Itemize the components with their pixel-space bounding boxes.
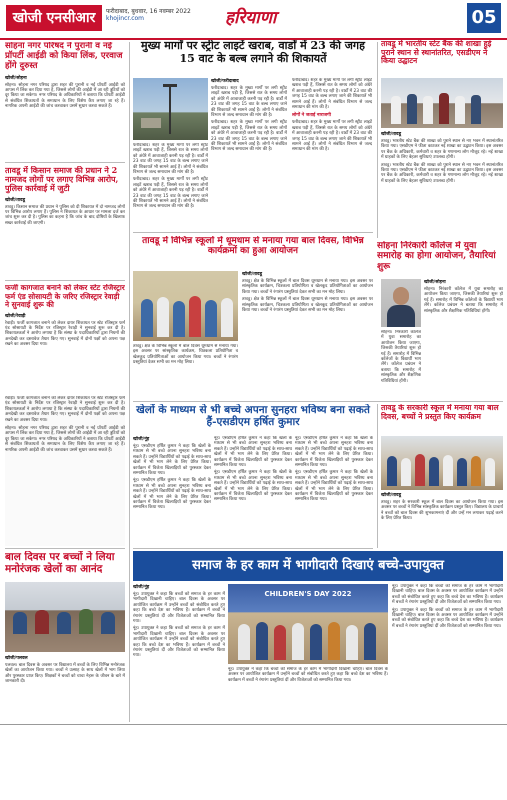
dateline	[106, 7, 226, 22]
sbi-headline-box	[381, 40, 503, 76]
headline: सोहना नगर परिषद ने पुरानी व नई प्रॉपर्टी आईडी को किया लिंक, एरवाज होंगे दुरुस्त	[5, 42, 123, 71]
khel-col3	[295, 436, 373, 546]
headline: फर्जी कागजात बनाने को लेकर स्टेट रजिस्ट्रार फर्म एंड सोसायटी के जरिए रजिस्ट्रार रेवाड़ी ने सुनवाई शुरू की	[5, 284, 125, 310]
school-event-photo	[381, 436, 503, 490]
body-text: नूंह। एसडीएम हर्षित कुमार ने कहा कि खेलों के माध्यम से भी बच्चे अपना सुनहरा भविष्य बना सकते हैं। उन्होंने विद्यार्थियों को पढ़ाई के साथ-साथ खेलों में भी भाग लेने के लिए प्रेरित किया। कार्यक्रम में विजेता खिलाड़ियों को पुरस्कार देकर सम्मानित किया गया।	[295, 436, 373, 469]
nirankari-headline-box	[377, 241, 503, 275]
body-text: नूंह। एसडीएम हर्षित कुमार ने कहा कि खेलों के माध्यम से भी बच्चे अपना सुनहरा भविष्य बना सकते हैं। उन्होंने विद्यार्थियों को पढ़ाई के साथ-साथ खेलों में भी भाग लेने के लिए प्रेरित किया। कार्यक्रम में विजेता खिलाड़ियों को पुरस्कार देकर सम्मानित किया गया।	[295, 470, 373, 503]
children-day-stage-photo	[228, 584, 388, 664]
lead-col2	[292, 78, 372, 228]
byline: खोजी/पलवल	[5, 656, 28, 661]
school-headline-box	[381, 404, 503, 434]
headline: तावडू में विभिन्न स्कूलों में धूमधाम से मनाया गया बाल दिवस, विभिन्न कार्यक्रमों का हुआ आयोजन	[142, 236, 364, 257]
site-text: khojincr.com	[106, 15, 145, 22]
story-left4-body	[5, 655, 125, 721]
khel-col1	[133, 436, 211, 546]
children-day-body	[242, 271, 373, 399]
students-photo	[133, 271, 238, 341]
body-text: नूंह। उपायुक्त ने कहा कि बच्चों को समाज के हर काम में भागीदारी दिखानी चाहिए। बाल दिवस के अवसर पर आयोजित कार्यक्रम में उन्होंने बच्चों को संबोधित करते हुए कहा कि बच्चे देश का भविष्य हैं। कार्यक्रम में बच्चों ने रंगारंग प्रस्तुतियां दीं और विजेताओं को सम्मानित किया गया।	[228, 667, 388, 683]
body-text: तावडू। भारतीय स्टेट बैंक की शाखा को पुराने स्थान से नए भवन में स्थानांतरित किया गया। एसडीएम ने फीता काटकर नई शाखा का उद्घाटन किया। इस अवसर पर बैंक के अधिकारी, कर्मचारी व शहर के गणमान्य लोग मौजूद रहे। नई शाखा में ग्राहकों के लिए बेहतर सुविधाएं उपलब्ध होंगी।	[381, 139, 503, 161]
subhead: लोगों ने जताई नाराजगी	[292, 113, 331, 119]
body-text: नूंह। एसडीएम हर्षित कुमार ने कहा कि खेलों के माध्यम से भी बच्चे अपना सुनहरा भविष्य बना सकते हैं। उन्होंने विद्यार्थियों को पढ़ाई के साथ-साथ खेलों में भी भाग लेने के लिए प्रेरित किया। कार्यक्रम में विजेता खिलाड़ियों को पुरस्कार देकर सम्मानित किया गया।	[214, 470, 292, 503]
portrait-photo	[381, 279, 421, 327]
bottom-col3	[392, 584, 503, 720]
body-text: फरीदाबाद। शहर के मुख्य मार्गों पर लगी स्ट्रीट लाइटें खराब पड़ी हैं, जिससे रात के समय लोगों को अंधेरे में आवाजाही करनी पड़ रही है। वार्डों में 23 वाट की जगह 15 वाट के बल्ब लगाए जाने की शिकायतें भी सामने आई हैं। लोगों ने संबंधित विभाग से जल्द समाधान की मांग की है।	[133, 177, 208, 210]
body-text: नूंह। उपायुक्त ने कहा कि बच्चों को समाज के हर काम में भागीदारी दिखानी चाहिए। बाल दिवस के अवसर पर आयोजित कार्यक्रम में उन्होंने बच्चों को संबोधित करते हुए कहा कि बच्चे देश का भविष्य हैं। कार्यक्रम में बच्चों ने रंगारंग प्रस्तुतियां दीं और विजेताओं को सम्मानित किया गया।	[133, 592, 225, 625]
headline: खेलों के माध्यम से भी बच्चे अपना सुनहरा भविष्य बना सकते हैं-एसडीएम हर्षित कुमार	[136, 404, 370, 429]
body-text: फरीदाबाद। शहर के मुख्य मार्गों पर लगी स्ट्रीट लाइटें खराब पड़ी हैं, जिससे रात के समय लोगों को अंधेरे में आवाजाही करनी पड़ रही है। वार्डों में 23 वाट की जगह 15 वाट के बल्ब लगाए जाने की शिकायतें भी सामने आई हैं। लोगों ने संबंधित विभाग से जल्द समाधान की मांग की है।	[211, 86, 287, 119]
story-left4-head	[5, 551, 125, 579]
body-text: फरीदाबाद। शहर के मुख्य मार्गों पर लगी स्ट्रीट लाइटें खराब पड़ी हैं, जिससे रात के समय लोगों को अंधेरे में आवाजाही करनी पड़ रही है। वार्डों में 23 वाट की जगह 15 वाट के बल्ब लगाए जाने की शिकायतें भी सामने आई हैं। लोगों ने संबंधित विभाग से जल्द समाधान की मांग की है।	[292, 78, 372, 111]
khel-col2	[214, 436, 292, 546]
lead-headline: मुख्य मार्गों पर स्ट्रीट लाइटें खराब, वार्डों में 23 की जगह 15 वाट के बल्ब लगाने की शिकायतें	[141, 40, 365, 65]
bottom-col1	[133, 584, 225, 720]
byline: खोजी/सोहना	[5, 75, 27, 81]
column-rule	[377, 404, 378, 548]
byline: खोजी/नूंह	[133, 585, 150, 590]
section-title: हरियाणा	[225, 8, 277, 28]
byline: खोजी/तावडू	[381, 493, 402, 498]
divider	[5, 280, 125, 281]
headline: बाल दिवस पर बच्चों ने लिया मनोरंजक खेलों का आनंद	[5, 551, 115, 576]
brand-logo: खोजी एनसीआर	[6, 5, 102, 31]
body-text: नूंह। एसडीएम हर्षित कुमार ने कहा कि खेलों के माध्यम से भी बच्चे अपना सुनहरा भविष्य बना सकते हैं। उन्होंने विद्यार्थियों को पढ़ाई के साथ-साथ खेलों में भी भाग लेने के लिए प्रेरित किया। कार्यक्रम में विजेता खिलाड़ियों को पुरस्कार देकर सम्मानित किया गया।	[133, 478, 211, 511]
headline: समाज के हर काम में भागीदारी दिखाएं बच्चे-उपायुक्त	[192, 558, 444, 573]
headline: तावडू में भारतीय स्टेट बैंक की शाखा हुई पुराने स्थान से स्थानांतरित, एसडीएम ने किया उद्घाटन	[381, 40, 492, 66]
stage-banner-text: CHILDREN'S DAY 2022	[264, 590, 352, 598]
body-text: सोहना। सोहना नगर परिषद द्वारा शहर की पुरानी व नई प्रॉपर्टी आईडी को आपस में लिंक कर दिया गया है, जिससे लोगों की आईडी में आ रही त्रुटियों को दूर किया जा सकेगा। नगर परिषद के अधिकारियों ने बताया कि प्रॉपर्टी आईडी से संबंधित शिकायतों के समाधान के लिए विशेष कैंप लगाए जा रहे हैं। नागरिक अपनी आईडी की जांच करवाकर उसमें सुधार करवा सकते हैं।	[5, 82, 125, 110]
body-text: तावडू। क्षेत्र के विभिन्न स्कूलों में बाल दिवस धूमधाम से मनाया गया। इस अवसर पर सांस्कृतिक कार्यक्रम, चित्रकला प्रतियोगिता व खेलकूद प्रतियोगिताओं का आयोजन किया गया। बच्चों ने रंगारंग प्रस्तुतियां देकर सभी का मन मोह लिया।	[242, 297, 373, 314]
bottom-headline-band	[133, 551, 503, 581]
byline: खोजी/फरीदाबाद	[211, 79, 239, 84]
body-text: पलवल। बाल दिवस के अवसर पर विद्यालय में बच्चों के लिए विभिन्न मनोरंजक खेलों का आयोजन किया गया। बच्चों ने उत्साह के साथ खेलों में भाग लिया और पुरस्कार प्राप्त किए। शिक्षकों ने बच्चों को चाचा नेहरू के जीवन के बारे में जानकारी दी।	[5, 663, 125, 685]
divider	[5, 162, 125, 163]
body-text: नूंह। एसडीएम हर्षित कुमार ने कहा कि खेलों के माध्यम से भी बच्चे अपना सुनहरा भविष्य बना सकते हैं। उन्होंने विद्यार्थियों को पढ़ाई के साथ-साथ खेलों में भी भाग लेने के लिए प्रेरित किया। कार्यक्रम में विजेता खिलाड़ियों को पुरस्कार देकर सम्मानित किया गया।	[214, 436, 292, 469]
body-text: नूंह। एसडीएम हर्षित कुमार ने कहा कि खेलों के माध्यम से भी बच्चे अपना सुनहरा भविष्य बना सकते हैं। उन्होंने विद्यार्थियों को पढ़ाई के साथ-साथ खेलों में भी भाग लेने के लिए प्रेरित किया। कार्यक्रम में विजेता खिलाड़ियों को पुरस्कार देकर सम्मानित किया गया।	[133, 444, 211, 477]
body-text: फरीदाबाद। शहर के मुख्य मार्गों पर लगी स्ट्रीट लाइटें खराब पड़ी हैं, जिससे रात के समय लोगों को अंधेरे में आवाजाही करनी पड़ रही है। वार्डों में 23 वाट की जगह 15 वाट के बल्ब लगाए जाने की शिकायतें भी सामने आई हैं। लोगों ने संबंधित विभाग से जल्द समाधान की मांग की है।	[292, 120, 372, 153]
body-text: नूंह। उपायुक्त ने कहा कि बच्चों को समाज के हर काम में भागीदारी दिखानी चाहिए। बाल दिवस के अवसर पर आयोजित कार्यक्रम में उन्होंने बच्चों को संबोधित करते हुए कहा कि बच्चे देश का भविष्य हैं। कार्यक्रम में बच्चों ने रंगारंग प्रस्तुतियां दीं और विजेताओं को सम्मानित किया गया।	[133, 626, 225, 659]
body-text: फरीदाबाद। शहर के मुख्य मार्गों पर लगी स्ट्रीट लाइटें खराब पड़ी हैं, जिससे रात के समय लोगों को अंधेरे में आवाजाही करनी पड़ रही है। वार्डों में 23 वाट की जगह 15 वाट के बल्ब लगाए जाने की शिकायतें भी सामने आई हैं। लोगों ने संबंधित विभाग से जल्द समाधान की मांग की है।	[211, 120, 287, 153]
nirankari-body	[424, 279, 503, 399]
byline: खोजी/तावडू	[5, 197, 26, 203]
sbi-body	[381, 131, 503, 237]
divider	[133, 548, 373, 549]
lead-col1	[211, 78, 287, 228]
classroom-photo	[5, 582, 125, 652]
masthead	[0, 0, 507, 38]
bank-inauguration-photo	[381, 78, 503, 128]
divider	[133, 401, 503, 402]
divider	[133, 232, 373, 233]
lead-headline-box	[133, 40, 373, 76]
body-text: सोहना। निरंकारी कॉलेज में युवा समारोह का आयोजन किया जाएगा, जिसकी तैयारियां शुरू हो गई हैं। समारोह में विभिन्न कॉलेजों के विद्यार्थी भाग लेंगे। कॉलेज प्रबंधन ने बताया कि समारोह में सांस्कृतिक और शैक्षणिक गतिविधियां होंगी।	[381, 330, 421, 384]
body-text: रेवाड़ी। फर्जी कागजात बनाने को लेकर दायर शिकायत पर स्टेट रजिस्ट्रार फर्म एंड सोसायटी के निर्देश पर रजिस्ट्रार रेवाड़ी ने सुनवाई शुरू कर दी है। शिकायतकर्ता ने आरोप लगाया है कि संस्था के पदाधिकारियों द्वारा नियमों की अनदेखी कर दस्तावेज तैयार किए गए। सुनवाई में दोनों पक्षों को अपना पक्ष रखने का अवसर दिया गया।	[5, 396, 125, 423]
school-body	[381, 492, 503, 548]
body-text: तावडू। क्षेत्र के विभिन्न स्कूलों में बाल दिवस धूमधाम से मनाया गया। इस अवसर पर सांस्कृतिक कार्यक्रम, चित्रकला प्रतियोगिता व खेलकूद प्रतियोगिताओं का आयोजन किया गया। बच्चों ने रंगारंग प्रस्तुतियां देकर सभी का मन मोह लिया।	[133, 344, 238, 366]
story-left1	[5, 42, 125, 160]
headline: सोहना निरंकारी कॉलेज में युवा समारोह का होगा आयोजन, तैयारियां शुरू	[377, 241, 496, 272]
footer-rule	[0, 724, 507, 725]
column-rule	[129, 42, 130, 722]
body-text: तावडू। भारतीय स्टेट बैंक की शाखा को पुराने स्थान से नए भवन में स्थानांतरित किया गया। एसडीएम ने फीता काटकर नई शाखा का उद्घाटन किया। इस अवसर पर बैंक के अधिकारी, कर्मचारी व शहर के गणमान्य लोग मौजूद रहे। नई शाखा में ग्राहकों के लिए बेहतर सुविधाएं उपलब्ध होंगी।	[381, 162, 503, 184]
khel-headline-box	[133, 404, 373, 434]
body-text: तावडू। क्षेत्र के विभिन्न स्कूलों में बाल दिवस धूमधाम से मनाया गया। इस अवसर पर सांस्कृतिक कार्यक्रम, चित्रकला प्रतियोगिता व खेलकूद प्रतियोगिताओं का आयोजन किया गया। बच्चों ने रंगारंग प्रस्तुतियां देकर सभी का मन मोह लिया।	[242, 279, 373, 295]
lead-col0	[133, 143, 208, 228]
nirankari-body2	[381, 330, 421, 399]
story-left3	[5, 284, 125, 394]
byline: खोजी/नूंह	[133, 437, 150, 442]
headline: तावडू के सरकारी स्कूल में मनाया गया बाल दिवस, बच्चों ने प्रस्तुत किए कार्यक्रम	[381, 404, 499, 421]
date-text: फरीदाबाद, बुधवार, 16 नवम्बर 2022	[106, 8, 191, 15]
children-day-body2	[133, 344, 238, 399]
byline: खोजी/तावडू	[381, 132, 402, 137]
byline: खोजी/रेवाड़ी	[5, 313, 26, 319]
headline: तावडू में किसान समाज की प्रधान ने 2 नामजद लोगों पर लगाए विभिन्न आरोप, पुलिस कार्रवाई में जुटी	[5, 166, 119, 194]
story-left2	[5, 166, 125, 278]
byline: खोजी/सोहना	[424, 280, 446, 285]
body-text: सोहना। सोहना नगर परिषद द्वारा शहर की पुरानी व नई प्रॉपर्टी आईडी को आपस में लिंक कर दिया गया है, जिससे लोगों की आईडी में आ रही त्रुटियों को दूर किया जा सकेगा। नगर परिषद के अधिकारियों ने बताया कि प्रॉपर्टी आईडी से संबंधित शिकायतों के समाधान के लिए विशेष कैंप लगाए जा रहे हैं। नागरिक अपनी आईडी की जांच करवाकर उसमें सुधार करवा सकते हैं।	[5, 426, 125, 453]
divider	[375, 238, 503, 239]
street-light-photo	[133, 78, 208, 140]
body-text: नूंह। उपायुक्त ने कहा कि बच्चों को समाज के हर काम में भागीदारी दिखानी चाहिए। बाल दिवस के अवसर पर आयोजित कार्यक्रम में उन्होंने बच्चों को संबोधित करते हुए कहा कि बच्चे देश का भविष्य हैं। कार्यक्रम में बच्चों ने रंगारंग प्रस्तुतियां दीं और विजेताओं को सम्मानित किया गया।	[392, 584, 503, 606]
page-number: 05	[467, 3, 501, 33]
column-rule	[377, 42, 378, 238]
body-text: रेवाड़ी। फर्जी कागजात बनाने को लेकर दायर शिकायत पर स्टेट रजिस्ट्रार फर्म एंड सोसायटी के निर्देश पर रजिस्ट्रार रेवाड़ी ने सुनवाई शुरू कर दी है। शिकायतकर्ता ने आरोप लगाया है कि संस्था के पदाधिकारियों द्वारा नियमों की अनदेखी कर दस्तावेज तैयार किए गए। सुनवाई में दोनों पक्षों को अपना पक्ष रखने का अवसर दिया गया।	[5, 320, 125, 348]
page-bottom-blank	[0, 726, 507, 800]
body-text: फरीदाबाद। शहर के मुख्य मार्गों पर लगी स्ट्रीट लाइटें खराब पड़ी हैं, जिससे रात के समय लोगों को अंधेरे में आवाजाही करनी पड़ रही है। वार्डों में 23 वाट की जगह 15 वाट के बल्ब लगाए जाने की शिकायतें भी सामने आई हैं। लोगों ने संबंधित विभाग से जल्द समाधान की मांग की है।	[133, 143, 208, 176]
divider	[5, 548, 125, 549]
bottom-col2	[228, 667, 388, 720]
byline: खोजी/तावडू	[242, 272, 263, 277]
body-text: तावडू। शहर के सरकारी स्कूल में बाल दिवस का आयोजन किया गया। इस अवसर पर बच्चों ने विभिन्न सांस्कृतिक कार्यक्रम प्रस्तुत किए। विद्यालय के प्राचार्य ने बच्चों को बाल दिवस की शुभकामनाएं दीं और उन्हें मन लगाकर पढ़ाई करने के लिए प्रेरित किया।	[381, 500, 503, 522]
body-text: सोहना। निरंकारी कॉलेज में युवा समारोह का आयोजन किया जाएगा, जिसकी तैयारियां शुरू हो गई हैं। समारोह में विभिन्न कॉलेजों के विद्यार्थी भाग लेंगे। कॉलेज प्रबंधन ने बताया कि समारोह में सांस्कृतिक और शैक्षणिक गतिविधियां होंगी।	[424, 287, 503, 314]
body-text: तावडू। किसान समाज की प्रधान ने पुलिस को दी शिकायत में दो नामजद लोगों पर विभिन्न आरोप लगाए हैं। पुलिस ने शिकायत के आधार पर मामला दर्ज कर जांच शुरू कर दी है। पुलिस का कहना है कि जांच के बाद दोषियों के खिलाफ सख्त कार्रवाई की जाएगी।	[5, 204, 125, 226]
body-text: नूंह। उपायुक्त ने कहा कि बच्चों को समाज के हर काम में भागीदारी दिखानी चाहिए। बाल दिवस के अवसर पर आयोजित कार्यक्रम में उन्होंने बच्चों को संबोधित करते हुए कहा कि बच्चे देश का भविष्य हैं। कार्यक्रम में बच्चों ने रंगारंग प्रस्तुतियां दीं और विजेताओं को सम्मानित किया गया।	[392, 607, 503, 629]
children-day-headline-box	[133, 236, 373, 268]
filler-text	[5, 396, 125, 546]
